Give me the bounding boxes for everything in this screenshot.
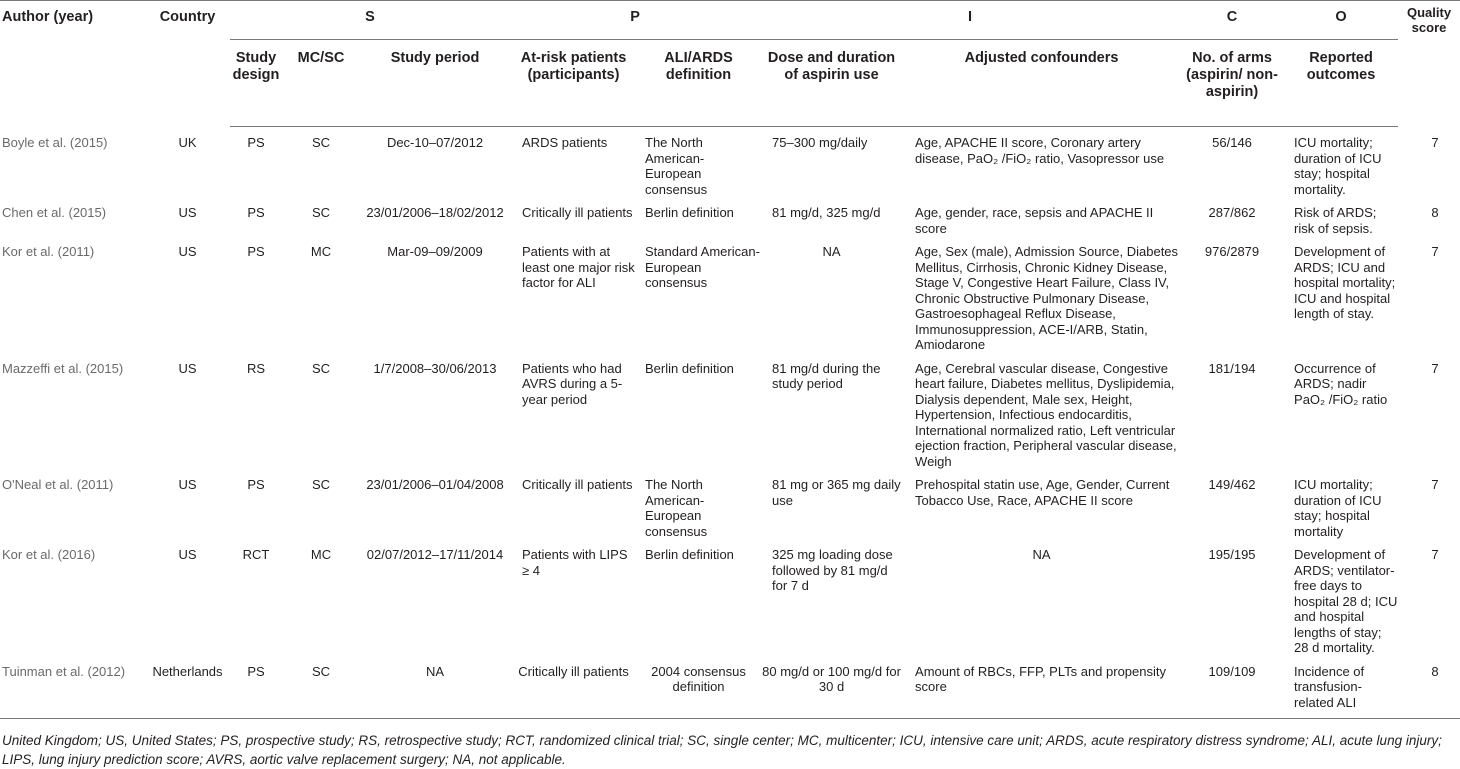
cell-outcomes: ICU mortality; duration of ICU stay; hospital mortality. [1294,135,1382,197]
cell-confounders: NA [1032,547,1051,562]
cell-confounders: Amount of RBCs, FFP, PLTs and propensity score [903,656,1180,719]
cell-definition: Standard American-European consensus [645,244,760,290]
cell-at-risk: Critically ill patients [510,656,637,719]
cell-period: 23/01/2006–18/02/2012 [366,205,504,220]
cell-design: RS [246,360,266,376]
cell-dose: NA [822,244,841,259]
cell-design: PS [247,135,265,150]
header-group-p: P [510,1,760,40]
cell-mcsc: SC [311,135,331,150]
table-row [0,197,1460,236]
header-row-groups [0,1,1460,40]
cell-arms: 149/462 [1208,477,1256,492]
cell-author: Mazzeffi et al. (2015) [2,360,124,376]
header-mcsc: MC/SC [282,40,360,127]
header-country: Country [145,1,230,127]
cell-mcsc: SC [311,477,331,492]
cell-score: 7 [1431,134,1439,150]
cell-definition: Berlin definition [645,360,734,376]
cell-author: Chen et al. (2015) [2,205,107,220]
cell-mcsc: SC [311,205,331,220]
header-group-s: S [230,1,510,40]
cell-at-risk: ARDS patients [522,135,608,150]
cell-outcomes: Occurrence of ARDS; nadir PaO₂ /FiO₂ ratio [1294,360,1388,407]
cell-outcomes: Risk of ARDS; risk of sepsis. [1294,205,1377,236]
cell-country: UK [178,134,197,150]
cell-score: 8 [1398,656,1460,719]
cell-definition: 2004 consensus definition [637,656,760,719]
cell-period: Mar-09–09/2009 [387,244,483,259]
header-ali-ards-definition: ALI/ARDS definition [637,40,760,127]
cell-arms: 181/194 [1208,360,1256,376]
cell-score: 7 [1431,547,1439,562]
cell-dose: 81 mg or 365 mg daily use [772,477,901,508]
header-dose-duration: Dose and duration of aspirin use [760,40,903,127]
cell-score: 7 [1431,477,1439,492]
cell-mcsc: MC [310,244,332,259]
cell-author: O'Neal et al. (2011) [2,477,114,492]
cell-country: US [178,244,197,259]
header-quality-score: Quality score [1398,1,1460,127]
cell-design: PS [230,656,282,719]
cell-country: US [178,205,197,220]
cell-confounders: Age, Sex (male), Admission Source, Diabetes Mellitus, Cirrhosis, Chronic Kidney Disease, Stage V, Congestive Heart Failure, Class IV, Chronic Obstructive Pulmonary Disease, Gastroesophageal Reflux Disease, Immunosuppression, ACE-I/ARB, Statin, Amiodarone [915,244,1179,352]
cell-at-risk: Patients who had AVRS during a 5-year period [522,360,623,407]
header-study-design: Study design [230,40,282,127]
cell-dose: 325 mg loading dose followed by 81 mg/d for 7 d [772,547,893,593]
table-row [0,656,1460,719]
header-no-of-arms: No. of arms (aspirin/ non-aspirin) [1180,40,1284,127]
cell-confounders: Prehospital statin use, Age, Gender, Current Tobacco Use, Race, APACHE II score [915,477,1170,508]
cell-definition: The North American-European consensus [645,477,708,539]
cell-score: 7 [1431,244,1439,259]
table-row [0,353,1460,470]
cell-mcsc: MC [310,547,332,562]
cell-outcomes: Incidence of transfusion-related ALI [1284,656,1398,719]
cell-period: Dec-10–07/2012 [386,135,484,150]
cell-author: Kor et al. (2016) [2,547,96,562]
cell-country: US [178,477,197,492]
cell-period: 02/07/2012–17/11/2014 [366,547,504,562]
cell-mcsc: SC [282,656,360,719]
cell-design: PS [247,477,265,492]
header-group-c: C [1180,1,1284,40]
table-footnote [0,719,1460,769]
cell-arms: 976/2879 [1204,244,1260,259]
footnote-line-1: United Kingdom; US, United States; PS, prospective study; RS, retrospective study; RCT, randomized clinical trial; SC, single center; MC, multicenter; ICU, intensive care unit; ARDS, acute respiratory distress syndrome; ALI, acute lung injury; [2,733,1442,748]
header-adjusted-confounders: Adjusted confounders [903,40,1180,127]
cell-design: PS [247,244,265,259]
cell-design: RCT [242,547,270,562]
cell-author: Boyle et al. (2015) [2,134,108,150]
cell-dose: 80 mg/d or 100 mg/d for 30 d [760,656,903,719]
cell-dose: 81 mg/d during the study period [772,360,881,391]
cell-confounders: Age, APACHE II score, Coronary artery disease, PaO₂ /FiO₂ ratio, Vasopressor use [915,135,1165,166]
header-group-o: O [1284,1,1398,40]
header-group-i: I [760,1,1180,40]
cell-outcomes: Development of ARDS; ICU and hospital mortality; ICU and hospital length of stay. [1294,244,1396,321]
cell-outcomes: Development of ARDS; ventilator-free days to hospital 28 d; ICU and hospital lengths of stay; 28 d mortality. [1294,547,1398,655]
cell-country: US [178,547,197,562]
cell-period: 1/7/2008–30/06/2013 [373,360,497,376]
cell-arms: 109/109 [1180,656,1284,719]
table-row [0,236,1460,353]
cell-period: NA [360,656,510,719]
header-at-risk-patients: At-risk patients (participants) [510,40,637,127]
cell-arms: 287/862 [1208,205,1256,220]
table-row [0,127,1460,198]
cell-country: US [178,360,197,376]
footnote-line-2: LIPS, lung injury prediction score; AVRS, aortic valve replacement surgery; NA, not applicable. [2,752,566,767]
cell-definition: The North American-European consensus [645,135,708,197]
cell-at-risk: Critically ill patients [522,477,633,492]
cell-at-risk: Critically ill patients [522,205,633,220]
cell-mcsc: SC [311,360,331,376]
header-author: Author (year) [0,1,145,127]
cell-confounders: Age, Cerebral vascular disease, Congestive heart failure, Diabetes mellitus, Dyslipidemia, Dialysis dependent, Male sex, Height, Hypertension, Infectious endocarditis, International normalized ratio, Left ventricular ejection fraction, Peripheral vascular disease, Weigh [915,360,1177,469]
cell-period: 23/01/2006–01/04/2008 [366,477,504,492]
cell-author: Kor et al. (2011) [2,244,95,259]
cell-confounders: Age, gender, race, sepsis and APACHE II score [915,205,1154,236]
cell-design: PS [247,205,265,220]
cell-arms: 56/146 [1212,135,1252,150]
header-reported-outcomes: Reported outcomes [1284,40,1398,127]
table-row [0,469,1460,539]
cell-score: 7 [1431,360,1439,376]
cell-author: Tuinman et al. (2012) [0,656,145,719]
header-study-period: Study period [360,40,510,127]
cell-country: Netherlands [145,656,230,719]
cell-outcomes: ICU mortality; duration of ICU stay; hospital mortality [1294,477,1382,539]
cell-dose: 75–300 mg/daily [772,135,868,150]
cell-arms: 195/195 [1208,547,1256,562]
cell-at-risk: Patients with at least one major risk factor for ALI [522,244,635,290]
cell-definition: Berlin definition [645,205,734,220]
cell-dose: 81 mg/d, 325 mg/d [772,205,881,220]
cell-definition: Berlin definition [645,547,734,562]
table-row [0,539,1460,656]
cell-at-risk: Patients with LIPS ≥ 4 [522,547,628,578]
cell-score: 8 [1431,205,1439,220]
